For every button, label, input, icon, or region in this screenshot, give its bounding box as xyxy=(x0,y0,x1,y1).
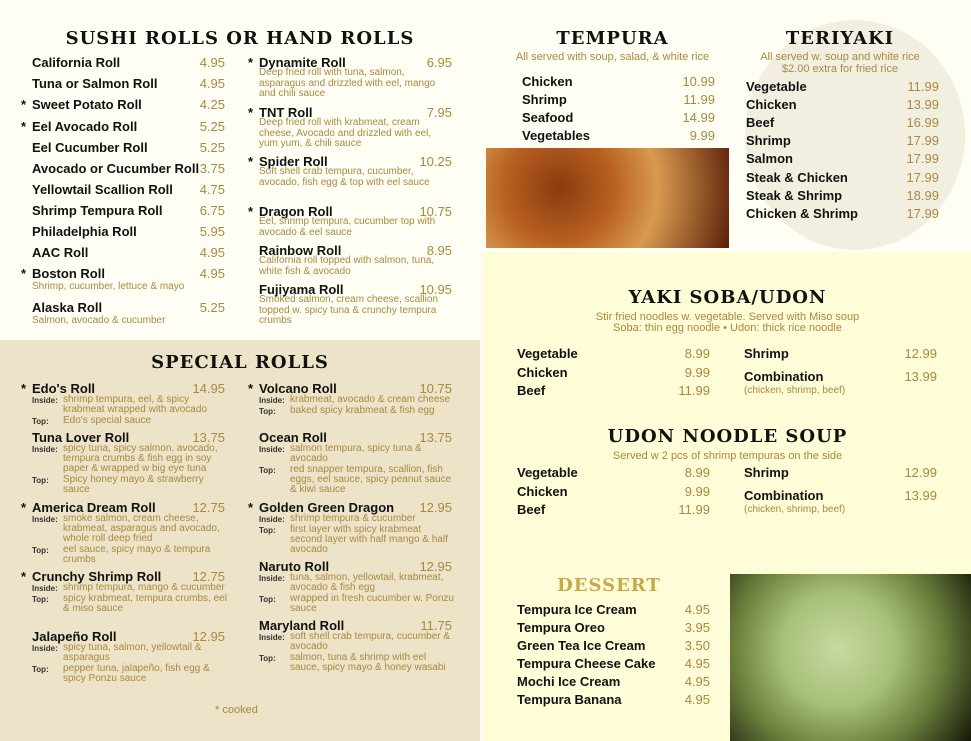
yaki-item-desc: (chicken, shrimp, beef) xyxy=(744,385,846,396)
menu-item-desc: Deep fried roll with krabmeat, cream cheese, Avocado and drizzled with eel, yum yum, & chili sauce xyxy=(259,117,432,149)
udon-item-name: Combination xyxy=(744,488,824,503)
special-roll-name: Ocean Roll xyxy=(259,430,327,445)
menu-item-price: 8.95 xyxy=(426,243,452,258)
teriyaki-item-name: Steak & Chicken xyxy=(746,169,848,185)
tempura-title: TEMPURA xyxy=(556,28,669,49)
yaki-title: YAKI SOBA/UDON xyxy=(628,287,827,308)
teriyaki-item-price: 17.99 xyxy=(906,205,939,221)
top-desc: pepper tuna, jalapeño, fish egg & spicy Ponzu sauce xyxy=(63,663,210,684)
special-star: * xyxy=(248,500,254,515)
menu-item-price: 10.75 xyxy=(419,204,452,219)
dessert-item-name: Green Tea Ice Cream xyxy=(517,638,646,653)
inside-desc: tuna, salmon, yellowtail, krabmeat, avocado & fish egg xyxy=(290,572,444,593)
top-desc: Spicy honey mayo & strawberry sauce xyxy=(63,474,204,495)
inside-desc: shrimp tempura, eel, & spicy krabmeat wrapped with avocado xyxy=(63,394,207,415)
menu-item-name: Yellowtail Scallion Roll xyxy=(32,182,173,197)
menu-item-name: Fujiyama Roll xyxy=(259,282,344,297)
yaki-item-name: Shrimp xyxy=(744,346,789,361)
dessert-item-name: Tempura Banana xyxy=(517,692,622,707)
menu-item-price: 4.75 xyxy=(199,182,225,197)
dessert-item-price: 3.50 xyxy=(684,638,710,653)
sushi-star: * xyxy=(21,119,27,134)
inside-label: Inside: xyxy=(259,515,285,524)
top-label: Top: xyxy=(32,665,49,674)
menu-item-price: 3.75 xyxy=(199,161,225,176)
yaki-item-price: 11.99 xyxy=(678,383,710,398)
special-roll-name: Jalapeño Roll xyxy=(32,629,117,644)
udon-item-name: Beef xyxy=(517,502,546,517)
tempura-item-price: 10.99 xyxy=(682,74,715,89)
inside-label: Inside: xyxy=(259,633,285,642)
inside-desc: shrimp tempura, mango & cucumber xyxy=(63,582,225,593)
menu-item-desc: Soft shell crab tempura, cucumber, avocado, fish egg & top with eel sauce xyxy=(259,166,430,188)
menu-item-desc: Deep fried roll with tuna, salmon, asparagus and drizzled with eel, mango and chili sauce xyxy=(259,67,436,99)
menu-item-price: 6.95 xyxy=(426,55,452,70)
tempura-subtitle: All served with soup, salad, & white rice xyxy=(515,51,710,63)
special-roll-price: 10.75 xyxy=(419,381,452,396)
top-desc: wrapped in fresh cucumber w. Ponzu sauce xyxy=(290,593,454,614)
udon-item-name: Shrimp xyxy=(744,465,789,480)
special-roll-name: Volcano Roll xyxy=(259,381,337,396)
yaki-item-name: Beef xyxy=(517,383,546,398)
menu-item-name: Alaska Roll xyxy=(32,300,103,315)
dessert-item-name: Tempura Ice Cream xyxy=(517,602,637,617)
menu-item-price: 5.95 xyxy=(199,224,225,239)
teriyaki-item-name: Beef xyxy=(746,115,775,131)
menu-item-price: 4.95 xyxy=(199,76,225,91)
teriyaki-item-price: 17.99 xyxy=(906,169,939,185)
teriyaki-item-name: Steak & Shrimp xyxy=(746,187,843,203)
teriyaki-subtitle-2: $2.00 extra for fried rice xyxy=(781,63,899,75)
special-roll-price: 12.95 xyxy=(192,629,225,644)
menu-item-desc: California roll topped with salmon, tuna, white fish & avocado xyxy=(259,255,435,277)
sushi-star: * xyxy=(248,55,254,70)
menu-item-price: 6.75 xyxy=(199,203,225,218)
menu-item-desc: Shrimp, cucumber, lettuce & mayo xyxy=(32,281,185,292)
menu-item-name: Tuna or Salmon Roll xyxy=(32,76,158,91)
dessert-item-price: 4.95 xyxy=(684,674,710,689)
yaki-item-price: 13.99 xyxy=(904,369,937,384)
menu-item-name: TNT Roll xyxy=(259,105,313,120)
sushi-star: * xyxy=(21,97,27,112)
menu-item-name: Boston Roll xyxy=(32,266,105,281)
inside-desc: spicy tuna, spicy salmon, avocado, tempura crumbs & fish egg in soy paper & wrapped w big eye tuna xyxy=(63,443,218,474)
top-desc: first layer with spicy krabmeat second layer with half mango & half avocado xyxy=(290,524,448,555)
top-label: Top: xyxy=(32,476,49,485)
yaki-item-price: 8.99 xyxy=(684,346,710,361)
green-tea-ice-cream-photo xyxy=(730,574,971,741)
special-roll-name: Tuna Lover Roll xyxy=(32,430,130,445)
tempura-item-name: Seafood xyxy=(522,110,574,125)
top-label: Top: xyxy=(259,526,276,535)
inside-label: Inside: xyxy=(32,644,58,653)
dessert-item-name: Mochi Ice Cream xyxy=(517,674,621,689)
teriyaki-item-name: Vegetable xyxy=(746,79,807,94)
special-roll-price: 12.95 xyxy=(419,559,452,574)
dessert-item-price: 4.95 xyxy=(684,692,710,707)
teriyaki-item-price: 17.99 xyxy=(906,151,939,167)
special-roll-price: 12.75 xyxy=(192,500,225,515)
menu-item-price: 10.95 xyxy=(419,282,452,297)
top-label: Top: xyxy=(32,417,49,426)
menu-item-price: 4.95 xyxy=(199,266,225,281)
sushi-star: * xyxy=(248,105,254,120)
inside-label: Inside: xyxy=(32,396,58,405)
tempura-item-price: 11.99 xyxy=(683,92,715,107)
inside-label: Inside: xyxy=(259,445,285,454)
dessert-item-name: Tempura Cheese Cake xyxy=(517,656,656,671)
udon-item-price: 8.99 xyxy=(684,465,710,480)
inside-label: Inside: xyxy=(259,396,285,405)
cooked-note: * cooked xyxy=(215,704,258,716)
special-star: * xyxy=(21,500,27,515)
dessert-item-price: 4.95 xyxy=(684,656,710,671)
inside-label: Inside: xyxy=(32,445,58,454)
inside-desc: spicy tuna, salmon, yellowtail & asparagus xyxy=(63,642,202,663)
sushi-star: * xyxy=(21,266,27,281)
dessert-title: DESSERT xyxy=(557,575,661,596)
inside-desc: smoke salmon, cream cheese, krabmeat, asparagus and avocado, whole roll deep fried xyxy=(63,513,220,544)
top-label: Top: xyxy=(32,546,49,555)
menu-item-price: 10.25 xyxy=(419,154,452,169)
teriyaki-item-price: 17.99 xyxy=(906,133,939,149)
menu-item-name: Sweet Potato Roll xyxy=(32,97,142,112)
top-desc: eel sauce, spicy mayo & tempura crumbs xyxy=(63,544,211,565)
inside-desc: salmon tempura, spicy tuna & avocado xyxy=(290,443,422,464)
tempura-item-name: Shrimp xyxy=(522,92,567,107)
top-label: Top: xyxy=(259,466,276,475)
tempura-item-name: Vegetables xyxy=(522,128,590,143)
menu-item-name: Philadelphia Roll xyxy=(32,224,137,239)
top-label: Top: xyxy=(259,595,276,604)
special-roll-price: 13.75 xyxy=(419,430,452,445)
inside-desc: shrimp tempura & cucumber xyxy=(290,513,416,524)
menu-item-price: 4.95 xyxy=(199,245,225,260)
special-roll-price: 13.75 xyxy=(192,430,225,445)
menu-item-name: Eel Cucumber Roll xyxy=(32,140,148,155)
sushi-star: * xyxy=(248,204,254,219)
menu-item-desc: Smoked salmon, cream cheese, scallion topped w. spicy tuna & crunchy tempura crumbs xyxy=(259,294,438,326)
dessert-item-name: Tempura Oreo xyxy=(517,620,605,635)
special-roll-name: America Dream Roll xyxy=(32,500,156,515)
special-roll-name: Maryland Roll xyxy=(259,618,345,633)
dessert-item-price: 3.95 xyxy=(684,620,710,635)
menu-item-price: 5.25 xyxy=(199,119,225,134)
teriyaki-subtitle: All served w. soup and white rice xyxy=(760,51,920,63)
top-label: Top: xyxy=(32,595,49,604)
teriyaki-item-price: 13.99 xyxy=(906,97,939,113)
top-desc: red snapper tempura, scallion, fish eggs, eel sauce, spicy peanut sauce & kiwi sauce xyxy=(290,464,452,495)
special-roll-name: Crunchy Shrimp Roll xyxy=(32,569,162,584)
special-roll-price: 12.95 xyxy=(419,500,452,515)
yaki-subtitle: Stir fried noodles w. vegetable. Served with Miso soup xyxy=(595,311,860,323)
special-roll-name: Naruto Roll xyxy=(259,559,330,574)
top-desc: Edo's special sauce xyxy=(63,415,152,426)
inside-desc: soft shell crab tempura, cucumber & avocado xyxy=(290,631,451,652)
menu-item-price: 4.25 xyxy=(199,97,225,112)
udon-item-price: 13.99 xyxy=(904,488,937,503)
yaki-item-price: 12.99 xyxy=(904,346,937,361)
udon-item-price: 12.99 xyxy=(904,465,937,480)
udon-item-name: Vegetable xyxy=(517,465,578,480)
teriyaki-item-name: Salmon xyxy=(746,151,793,167)
inside-desc: krabmeat, avocado & cream cheese xyxy=(290,394,451,405)
yaki-item-name: Combination xyxy=(744,369,824,384)
menu-item-price: 4.95 xyxy=(199,55,225,70)
udon-title: UDON NOODLE SOUP xyxy=(607,426,848,447)
special-roll-name: Golden Green Dragon xyxy=(259,500,395,515)
menu-item-name: Eel Avocado Roll xyxy=(32,119,138,134)
udon-item-price: 9.99 xyxy=(684,483,710,499)
menu-item-name: California Roll xyxy=(32,55,121,70)
teriyaki-item-price: 11.99 xyxy=(907,79,939,94)
top-label: Top: xyxy=(259,654,276,663)
top-label: Top: xyxy=(259,407,276,416)
top-desc: salmon, tuna & shrimp with eel sauce, spicy mayo & honey wasabi xyxy=(290,652,446,673)
tempura-item-price: 14.99 xyxy=(682,110,715,125)
yaki-item-price: 9.99 xyxy=(684,364,710,380)
tempura-item-price: 9.99 xyxy=(689,128,715,143)
teriyaki-item-name: Chicken xyxy=(746,97,797,113)
teriyaki-item-name: Shrimp xyxy=(746,133,791,149)
teriyaki-title: TERIYAKI xyxy=(785,28,895,49)
menu-item-name: AAC Roll xyxy=(32,245,89,260)
teriyaki-item-name: Chicken & Shrimp xyxy=(746,205,858,221)
tempura-photo xyxy=(486,148,729,248)
menu-item-desc: Salmon, avocado & cucumber xyxy=(32,315,166,326)
sushi-star: * xyxy=(248,154,254,169)
special-roll-price: 11.75 xyxy=(420,618,452,633)
top-desc: baked spicy krabmeat & fish egg xyxy=(290,405,435,416)
special-star: * xyxy=(21,569,27,584)
yaki-item-name: Vegetable xyxy=(517,346,578,361)
special-roll-price: 14.95 xyxy=(192,381,225,396)
teriyaki-item-price: 16.99 xyxy=(906,115,939,131)
tempura-item-name: Chicken xyxy=(522,74,573,89)
teriyaki-item-price: 18.99 xyxy=(906,187,939,203)
menu-item-name: Spider Roll xyxy=(259,154,328,169)
menu-item-name: Avocado or Cucumber Roll xyxy=(32,161,200,176)
menu-item-name: Rainbow Roll xyxy=(259,243,342,258)
menu-item-price: 7.95 xyxy=(426,105,452,120)
udon-item-name: Chicken xyxy=(517,483,568,499)
udon-item-price: 11.99 xyxy=(678,502,710,517)
menu-item-name: Dragon Roll xyxy=(259,204,333,219)
inside-label: Inside: xyxy=(32,584,58,593)
menu-item-price: 5.25 xyxy=(199,140,225,155)
menu-item-desc: Eel, shrimp tempura, cucumber top with avocado & eel sauce xyxy=(259,216,436,238)
yaki-item-name: Chicken xyxy=(517,364,568,380)
dessert-item-price: 4.95 xyxy=(684,602,710,617)
udon-subtitle: Served w 2 pcs of shrimp tempuras on the side xyxy=(612,450,843,462)
yaki-subtitle-2: Soba: thin egg noodle • Udon: thick rice noodle xyxy=(613,322,842,334)
special-star: * xyxy=(248,381,254,396)
special-roll-price: 12.75 xyxy=(192,569,225,584)
menu-item-price: 5.25 xyxy=(199,300,225,315)
special-title: SPECIAL ROLLS xyxy=(151,352,329,373)
top-desc: spicy krabmeat, tempura crumbs, eel & miso sauce xyxy=(63,593,227,614)
sushi-title: SUSHI ROLLS OR HAND ROLLS xyxy=(65,28,415,49)
udon-item-desc: (chicken, shrimp, beef) xyxy=(744,504,846,515)
special-star: * xyxy=(21,381,27,396)
menu-item-name: Dynamite Roll xyxy=(259,55,346,70)
special-roll-name: Edo's Roll xyxy=(32,381,96,396)
menu-item-name: Shrimp Tempura Roll xyxy=(32,203,163,218)
inside-label: Inside: xyxy=(259,574,285,583)
inside-label: Inside: xyxy=(32,515,58,524)
